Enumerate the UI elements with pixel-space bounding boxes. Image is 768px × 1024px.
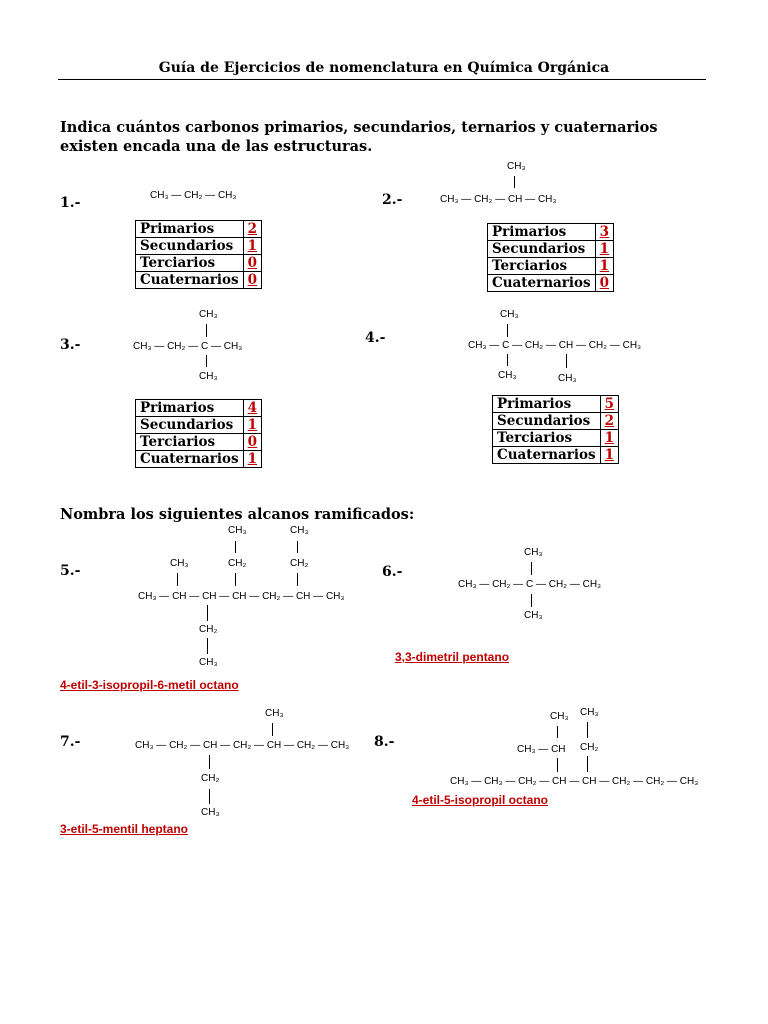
label-secundarios: Secundarios: [136, 238, 244, 255]
bond-line: [207, 638, 208, 654]
value-secundarios: 2: [600, 413, 618, 430]
count-table-1: [135, 220, 262, 289]
bond-line: [235, 573, 236, 586]
label-terciarios: Terciarios: [488, 258, 596, 275]
bond-line: [206, 355, 207, 367]
value-cuaternarios: 0: [243, 272, 261, 289]
exercise-number: 7.-: [60, 734, 81, 750]
bond-line: [531, 562, 532, 575]
title-divider: [58, 79, 706, 80]
formula-3-branch-bottom: CH₃: [199, 371, 218, 382]
formula-8-branch-top-1: CH₃: [550, 711, 569, 722]
formula-7-branch-bottom-1: CH₂: [201, 773, 220, 784]
value-cuaternarios: 1: [600, 447, 618, 464]
formula-7: CH₃ — CH₂ — CH — CH₂ — CH — CH₂ — CH₃: [135, 740, 350, 751]
section-heading: Nombra los siguientes alcanos ramificados:: [60, 506, 415, 523]
formula-2: CH₃ — CH₂ — CH — CH₃: [440, 194, 557, 205]
label-secundarios: Secundarios: [136, 417, 244, 434]
value-primarios: 2: [243, 221, 261, 238]
bond-line: [566, 354, 567, 368]
formula-8-branch-mid-1: CH₃ — CH: [517, 744, 566, 755]
formula-7-branch-bottom-2: CH₃: [201, 807, 220, 818]
answer-7: 3-etil-5-mentil heptano: [60, 822, 189, 836]
bond-line: [235, 541, 236, 553]
label-terciarios: Terciarios: [136, 255, 244, 272]
formula-5-branch-top-1: CH₃: [228, 525, 247, 536]
exercise-number: 5.-: [60, 563, 81, 579]
label-terciarios: Terciarios: [493, 430, 601, 447]
answer-8: 4-etil-5-isopropil octano: [412, 793, 549, 807]
exercise-number: 1.-: [60, 195, 81, 211]
formula-8: CH₃ — CH₃ — CH₂ — CH — CH — CH₂ — CH₂ — CH₃: [450, 776, 699, 787]
answer-5: 4-etil-3-isopropil-6-metil octano: [60, 678, 239, 692]
formula-5-branch-mid-3: CH₂: [290, 558, 309, 569]
count-table-4: [492, 395, 619, 464]
formula-6-branch-bottom: CH₃: [524, 610, 543, 621]
formula-4-branch-bottom-1: CH₃: [498, 370, 517, 381]
count-table-3: [135, 399, 262, 468]
label-primarios: Primarios: [136, 221, 244, 238]
formula-5-branch-mid-1: CH₃: [170, 558, 189, 569]
bond-line: [297, 573, 298, 586]
label-secundarios: Secundarios: [493, 413, 601, 430]
formula-2-branch: CH₃: [507, 161, 526, 172]
label-terciarios: Terciarios: [136, 434, 244, 451]
formula-5-branch-bottom-2: CH₃: [199, 657, 218, 668]
formula-1: CH₃ — CH₂ — CH₃: [150, 190, 237, 201]
bond-line: [206, 324, 207, 337]
value-terciarios: 0: [243, 434, 261, 451]
answer-6: 3,3-dimetril pentano: [395, 650, 510, 664]
label-primarios: Primarios: [488, 224, 596, 241]
exercise-number: 2.-: [382, 192, 403, 208]
bond-line: [272, 723, 273, 736]
page-title: Guía de Ejercicios de nomenclatura en Química Orgánica: [158, 60, 610, 76]
formula-4: CH₃ — C — CH₂ — CH — CH₂ — CH₃: [468, 340, 642, 351]
formula-6: CH₃ — CH₂ — C — CH₂ — CH₃: [458, 579, 602, 590]
formula-8-branch-top-2: CH₃: [580, 707, 599, 718]
bond-line: [514, 176, 515, 188]
bond-line: [209, 789, 210, 804]
instruction-text: Indica cuántos carbonos primarios, secundarios, ternarios y cuaternarios existen encada una de las estructuras.: [60, 119, 658, 155]
formula-4-branch-top: CH₃: [500, 309, 519, 320]
bond-line: [297, 541, 298, 553]
formula-8-branch-mid-2: CH₂: [580, 742, 599, 753]
bond-line: [531, 594, 532, 607]
bond-line: [587, 756, 588, 772]
bond-line: [507, 354, 508, 366]
label-cuaternarios: Cuaternarios: [136, 272, 244, 289]
count-table-2: [487, 223, 614, 292]
value-terciarios: 1: [600, 430, 618, 447]
label-primarios: Primarios: [136, 400, 244, 417]
label-cuaternarios: Cuaternarios: [488, 275, 596, 292]
label-cuaternarios: Cuaternarios: [493, 447, 601, 464]
formula-3-branch-top: CH₃: [199, 309, 218, 320]
bond-line: [209, 755, 210, 769]
formula-5-branch-mid-2: CH₂: [228, 558, 247, 569]
formula-4-branch-bottom-2: CH₃: [558, 373, 577, 384]
formula-5: CH₃ — CH — CH — CH — CH₂ — CH — CH₃: [138, 591, 345, 602]
formula-7-branch-top: CH₃: [265, 708, 284, 719]
exercise-number: 3.-: [60, 337, 81, 353]
value-cuaternarios: 0: [595, 275, 613, 292]
value-secundarios: 1: [243, 238, 261, 255]
label-primarios: Primarios: [493, 396, 601, 413]
value-terciarios: 0: [243, 255, 261, 272]
value-terciarios: 1: [595, 258, 613, 275]
formula-3: CH₃ — CH₂ — C — CH₃: [133, 341, 243, 352]
value-cuaternarios: 1: [243, 451, 261, 468]
exercise-number: 4.-: [365, 330, 386, 346]
exercise-number: 6.-: [382, 564, 403, 580]
label-secundarios: Secundarios: [488, 241, 596, 258]
bond-line: [207, 605, 208, 621]
exercise-number: 8.-: [374, 734, 395, 750]
value-primarios: 5: [600, 396, 618, 413]
formula-6-branch-top: CH₃: [524, 547, 543, 558]
value-secundarios: 1: [595, 241, 613, 258]
bond-line: [177, 573, 178, 586]
bond-line: [557, 726, 558, 738]
value-primarios: 4: [243, 400, 261, 417]
formula-5-branch-bottom-1: CH₂: [199, 624, 218, 635]
value-secundarios: 1: [243, 417, 261, 434]
bond-line: [507, 324, 508, 337]
bond-line: [587, 722, 588, 738]
label-cuaternarios: Cuaternarios: [136, 451, 244, 468]
bond-line: [557, 758, 558, 772]
formula-5-branch-top-2: CH₃: [290, 525, 309, 536]
value-primarios: 3: [595, 224, 613, 241]
